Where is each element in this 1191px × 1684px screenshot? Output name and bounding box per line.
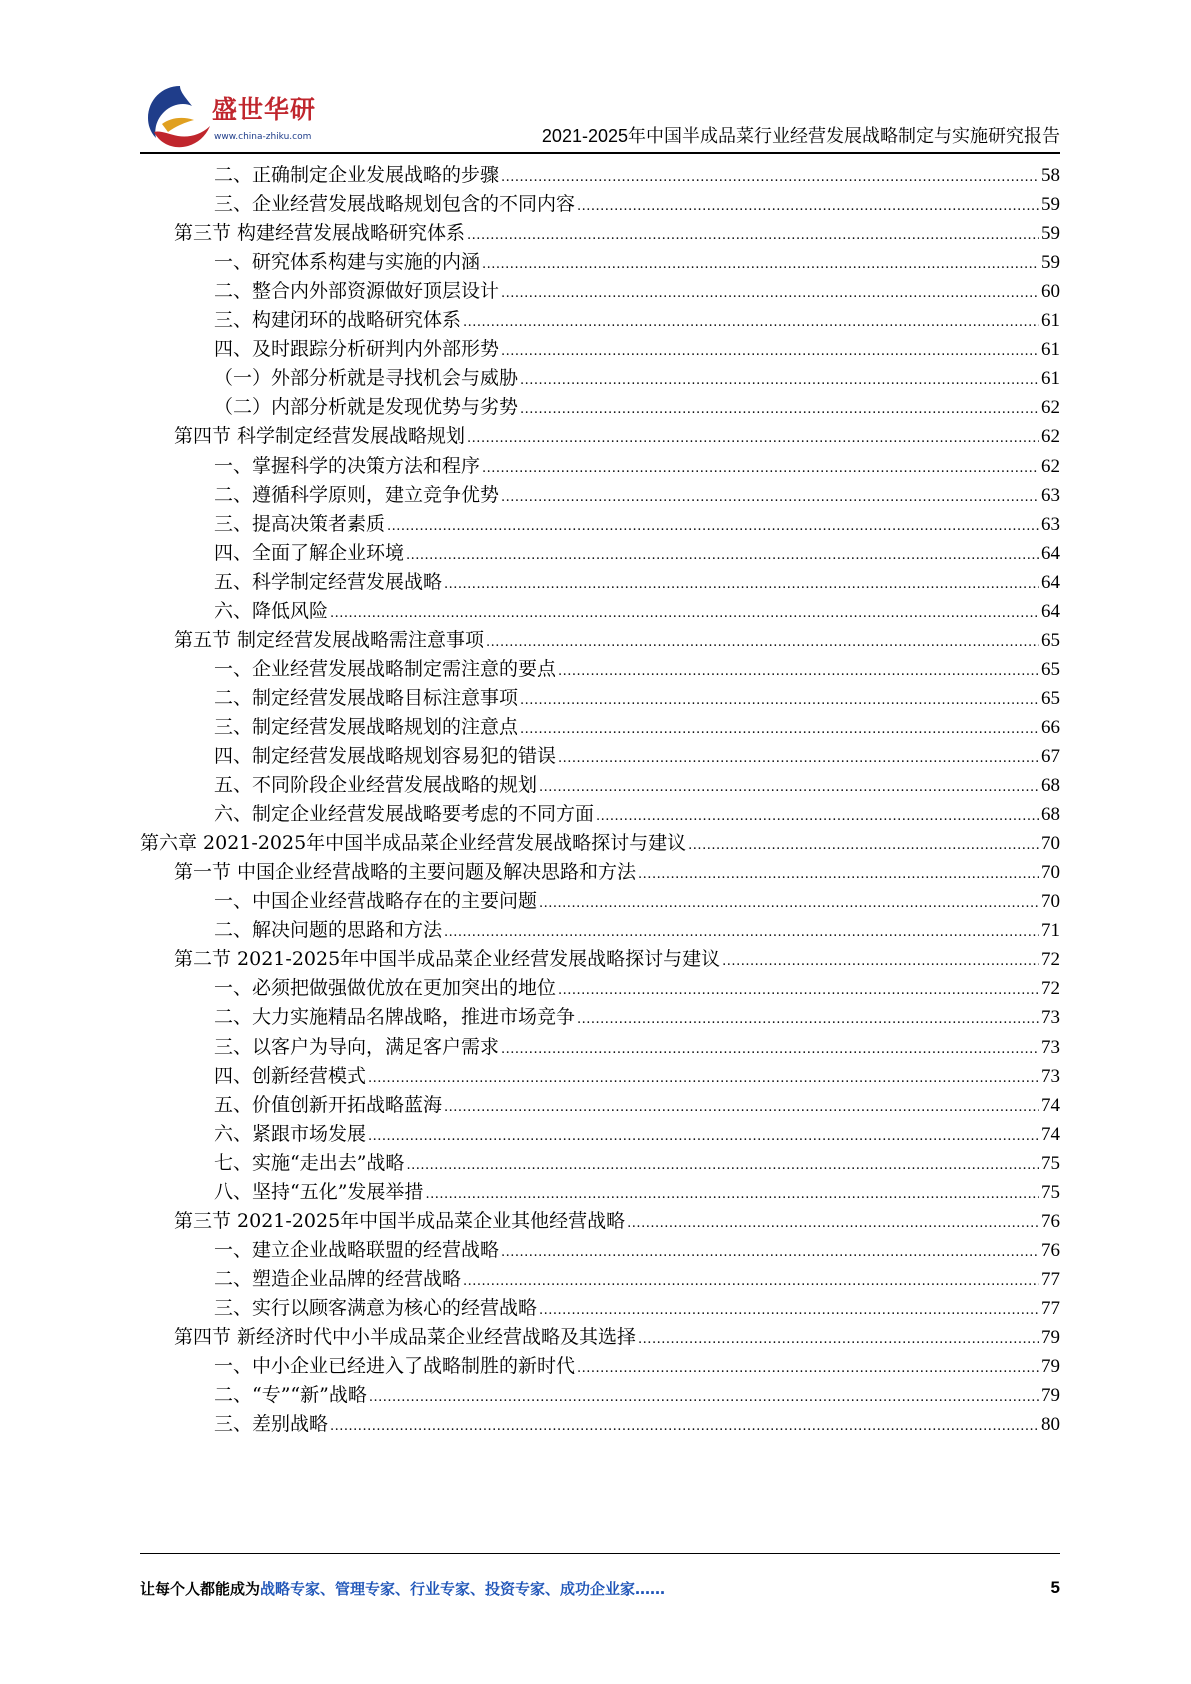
toc-entry[interactable]	[140, 857, 1060, 888]
toc-entry-page: 65	[1041, 658, 1060, 680]
toc-entry[interactable]	[140, 1177, 1060, 1208]
toc-entry[interactable]	[140, 1032, 1060, 1063]
toc-entry[interactable]	[140, 305, 1060, 336]
toc-entry-page: 80	[1041, 1414, 1060, 1436]
toc-entry[interactable]	[140, 799, 1060, 830]
toc-entry[interactable]	[140, 1235, 1060, 1266]
toc-entry-title: 六、降低风险	[214, 599, 329, 622]
toc-entry-page: 63	[1041, 513, 1060, 535]
toc-entry-title: 第三节 2021-2025年中国半成品菜企业其他经营战略	[174, 1209, 626, 1232]
toc-entry[interactable]	[140, 334, 1060, 365]
footer-divider	[140, 1553, 1060, 1554]
toc-entry[interactable]	[140, 1351, 1060, 1382]
toc-entry-page: 74	[1041, 1123, 1060, 1145]
toc-dot-leader	[330, 1411, 1039, 1442]
toc-entry-page: 65	[1041, 629, 1060, 651]
toc-entry-title: 第四节 科学制定经营发展战略规划	[174, 425, 466, 448]
toc-entry-page: 64	[1041, 542, 1060, 564]
toc-entry-title: 一、中国企业经营战略存在的主要问题	[214, 890, 538, 913]
toc-entry[interactable]	[140, 509, 1060, 540]
toc-entry-title: 一、建立企业战略联盟的经营战略	[214, 1238, 500, 1261]
toc-entry[interactable]	[140, 596, 1060, 627]
toc-entry-title: 二、解决问题的思路和方法	[214, 919, 443, 942]
toc-entry-page: 59	[1041, 252, 1060, 274]
toc-entry-title: 四、及时跟踪分析研判内外部形势	[214, 338, 500, 361]
toc-entry-page: 64	[1041, 571, 1060, 593]
toc-entry-page: 61	[1041, 339, 1060, 361]
toc-entry-title: 二、“专”“新”战略	[214, 1384, 367, 1407]
toc-entry-page: 70	[1041, 862, 1060, 884]
toc-entry[interactable]	[140, 247, 1060, 278]
toc-entry-title: 一、研究体系构建与实施的内涵	[214, 251, 481, 274]
page-number: 5	[1050, 1578, 1060, 1597]
toc-entry[interactable]	[140, 1322, 1060, 1353]
page-footer	[140, 1578, 1060, 1608]
toc-entry-page: 75	[1041, 1152, 1060, 1174]
toc-entry[interactable]	[140, 886, 1060, 917]
toc-entry-title: 三、制定经营发展战略规划的注意点	[214, 715, 519, 738]
toc-entry[interactable]	[140, 480, 1060, 511]
toc-entry-title: 六、制定企业经营发展战略要考虑的不同方面	[214, 803, 595, 826]
toc-entry[interactable]	[140, 683, 1060, 714]
toc-entry-page: 79	[1041, 1385, 1060, 1407]
toc-entry[interactable]	[140, 538, 1060, 569]
toc-entry-title: 六、紧跟市场发展	[214, 1122, 367, 1145]
toc-entry-page: 62	[1041, 426, 1060, 448]
toc-entry-page: 73	[1041, 1065, 1060, 1087]
toc-entry-title: 三、差别战略	[214, 1413, 329, 1436]
toc-entry-title: （二）内部分析就是发现优势与劣势	[214, 396, 519, 419]
toc-entry-page: 72	[1041, 949, 1060, 971]
toc-entry[interactable]	[140, 1119, 1060, 1150]
toc-entry-title: 第二节 2021-2025年中国半成品菜企业经营发展战略探讨与建议	[174, 948, 721, 971]
toc-entry-page: 70	[1041, 891, 1060, 913]
toc-entry[interactable]	[140, 915, 1060, 946]
toc-entry-page: 59	[1041, 194, 1060, 216]
toc-entry-page: 67	[1041, 746, 1060, 767]
toc-entry-page: 68	[1041, 804, 1060, 826]
toc-entry-page: 63	[1041, 484, 1060, 506]
toc-entry-page: 77	[1041, 1297, 1060, 1319]
logo-emblem-icon	[140, 80, 220, 160]
toc-entry-page: 58	[1041, 165, 1060, 186]
toc-entry-title: 第一节 中国企业经营战略的主要问题及解决思路和方法	[174, 861, 637, 884]
toc-entry-title: 三、以客户为导向，满足客户需求	[214, 1035, 500, 1058]
toc-entry[interactable]	[140, 567, 1060, 598]
toc-entry[interactable]	[140, 1409, 1060, 1440]
toc-entry-page: 66	[1041, 716, 1060, 738]
toc-entry-title: 第四节 新经济时代中小半成品菜企业经营战略及其选择	[174, 1326, 637, 1348]
toc-entry-page: 64	[1041, 600, 1060, 622]
logo-url: www.china-zhiku.com	[214, 132, 312, 142]
header-divider	[140, 152, 1060, 154]
report-title: 2021-2025年中国半成品菜行业经营发展战略制定与实施研究报告	[541, 126, 1060, 146]
toc-entry-title: 二、正确制定企业发展战略的步骤	[214, 164, 500, 186]
toc-entry-title: 二、塑造企业品牌的经营战略	[214, 1267, 462, 1290]
toc-entry-page: 71	[1041, 920, 1060, 942]
toc-entry-page: 70	[1041, 833, 1060, 855]
slogan-roles: 战略专家、管理专家、行业专家、投资专家、成功企业家……	[260, 1580, 666, 1598]
toc-entry-page: 59	[1041, 223, 1060, 245]
toc-entry-title: 一、企业经营发展战略制定需注意的要点	[214, 657, 557, 680]
toc-entry-title: 二、整合内外部资源做好顶层设计	[214, 280, 500, 303]
toc-entry-page: 68	[1041, 775, 1060, 797]
toc-entry-title: 七、实施“走出去”战略	[214, 1151, 405, 1174]
toc-entry-title: 一、必须把做强做优放在更加突出的地位	[214, 977, 557, 1000]
toc-entry[interactable]	[140, 770, 1060, 801]
toc-entry-title: 一、掌握科学的决策方法和程序	[214, 454, 481, 477]
toc-entry-page: 61	[1041, 368, 1060, 390]
toc-entry-title: 第六章 2021-2025年中国半成品菜企业经营发展战略探讨与建议	[140, 832, 687, 855]
toc-entry-title: 二、制定经营发展战略目标注意事项	[214, 686, 519, 709]
toc-entry-page: 77	[1041, 1268, 1060, 1290]
toc-entry[interactable]	[140, 189, 1060, 220]
toc-entry[interactable]	[140, 654, 1060, 685]
toc-entry[interactable]	[140, 973, 1060, 1004]
toc-entry[interactable]	[140, 1293, 1060, 1324]
toc-entry-page: 73	[1041, 1007, 1060, 1029]
toc-entry[interactable]	[140, 1002, 1060, 1033]
toc-entry-page: 62	[1041, 397, 1060, 419]
toc-entry-title: 五、价值创新开拓战略蓝海	[214, 1093, 443, 1116]
toc-entry-page: 79	[1041, 1327, 1060, 1348]
toc-entry[interactable]	[140, 1148, 1060, 1179]
toc-entry-title: 四、制定经营发展战略规划容易犯的错误	[214, 745, 557, 767]
toc-entry[interactable]	[140, 421, 1060, 452]
toc-entry[interactable]	[140, 828, 1060, 859]
toc-entry-title: 八、坚持“五化”发展举措	[214, 1180, 424, 1203]
toc-entry-page: 74	[1041, 1094, 1060, 1116]
toc-entry[interactable]	[140, 1061, 1060, 1092]
toc-entry[interactable]	[140, 625, 1060, 656]
toc-entry-title: 二、大力实施精品名牌战略，推进市场竞争	[214, 1006, 576, 1029]
toc-entry-title: 第五节 制定经营发展战略需注意事项	[174, 628, 485, 651]
toc-entry-title: 三、构建闭环的战略研究体系	[214, 309, 462, 332]
toc-entry[interactable]	[140, 741, 1060, 772]
toc-entry-page: 76	[1041, 1239, 1060, 1261]
toc-entry-title: 五、不同阶段企业经营发展战略的规划	[214, 774, 538, 797]
toc-entry-title: 三、提高决策者素质	[214, 512, 386, 535]
toc-entry[interactable]	[140, 392, 1060, 423]
toc-entry[interactable]	[140, 1090, 1060, 1121]
toc-entry[interactable]	[140, 218, 1060, 249]
page-header	[140, 80, 1060, 168]
toc-entry-page: 79	[1041, 1356, 1060, 1378]
slogan-lead: 让每个人都能成为	[140, 1580, 261, 1598]
toc-entry-title: 二、遵循科学原则，建立竞争优势	[214, 483, 500, 506]
toc-entry-page: 62	[1041, 455, 1060, 477]
toc-entry-page: 73	[1041, 1036, 1060, 1058]
toc-entry-page: 76	[1041, 1210, 1060, 1232]
toc-entry-title: 三、企业经营发展战略规划包含的不同内容	[214, 193, 576, 216]
toc-entry-page: 61	[1041, 310, 1060, 332]
toc-entry-title: 一、中小企业已经进入了战略制胜的新时代	[214, 1355, 576, 1378]
toc-entry-title: 四、创新经营模式	[214, 1064, 367, 1087]
toc-entry[interactable]	[140, 1264, 1060, 1295]
toc-entry[interactable]	[140, 363, 1060, 394]
toc-entry[interactable]	[140, 451, 1060, 482]
toc-entry-title: 五、科学制定经营发展战略	[214, 570, 443, 593]
toc-entry[interactable]	[140, 944, 1060, 975]
toc-entry[interactable]	[140, 276, 1060, 307]
toc-entry-title: 三、实行以顾客满意为核心的经营战略	[214, 1296, 538, 1319]
company-logo	[140, 80, 340, 160]
toc-entry-title: 四、全面了解企业环境	[214, 541, 405, 564]
toc-entry-page: 75	[1041, 1181, 1060, 1203]
toc-entry-page: 72	[1041, 978, 1060, 1000]
toc-entry[interactable]	[140, 1380, 1060, 1411]
footer-slogan	[140, 1578, 665, 1599]
toc-entry-title: 第三节 构建经营发展战略研究体系	[174, 222, 466, 245]
logo-name: 盛世华研	[212, 95, 317, 124]
toc-entry-page: 60	[1041, 281, 1060, 303]
toc-entry[interactable]	[140, 160, 1060, 191]
toc-entry-page: 65	[1041, 687, 1060, 709]
toc-entry[interactable]	[140, 712, 1060, 743]
toc-entry[interactable]	[140, 1206, 1060, 1237]
toc-entry-title: （一）外部分析就是寻找机会与威胁	[214, 367, 519, 390]
